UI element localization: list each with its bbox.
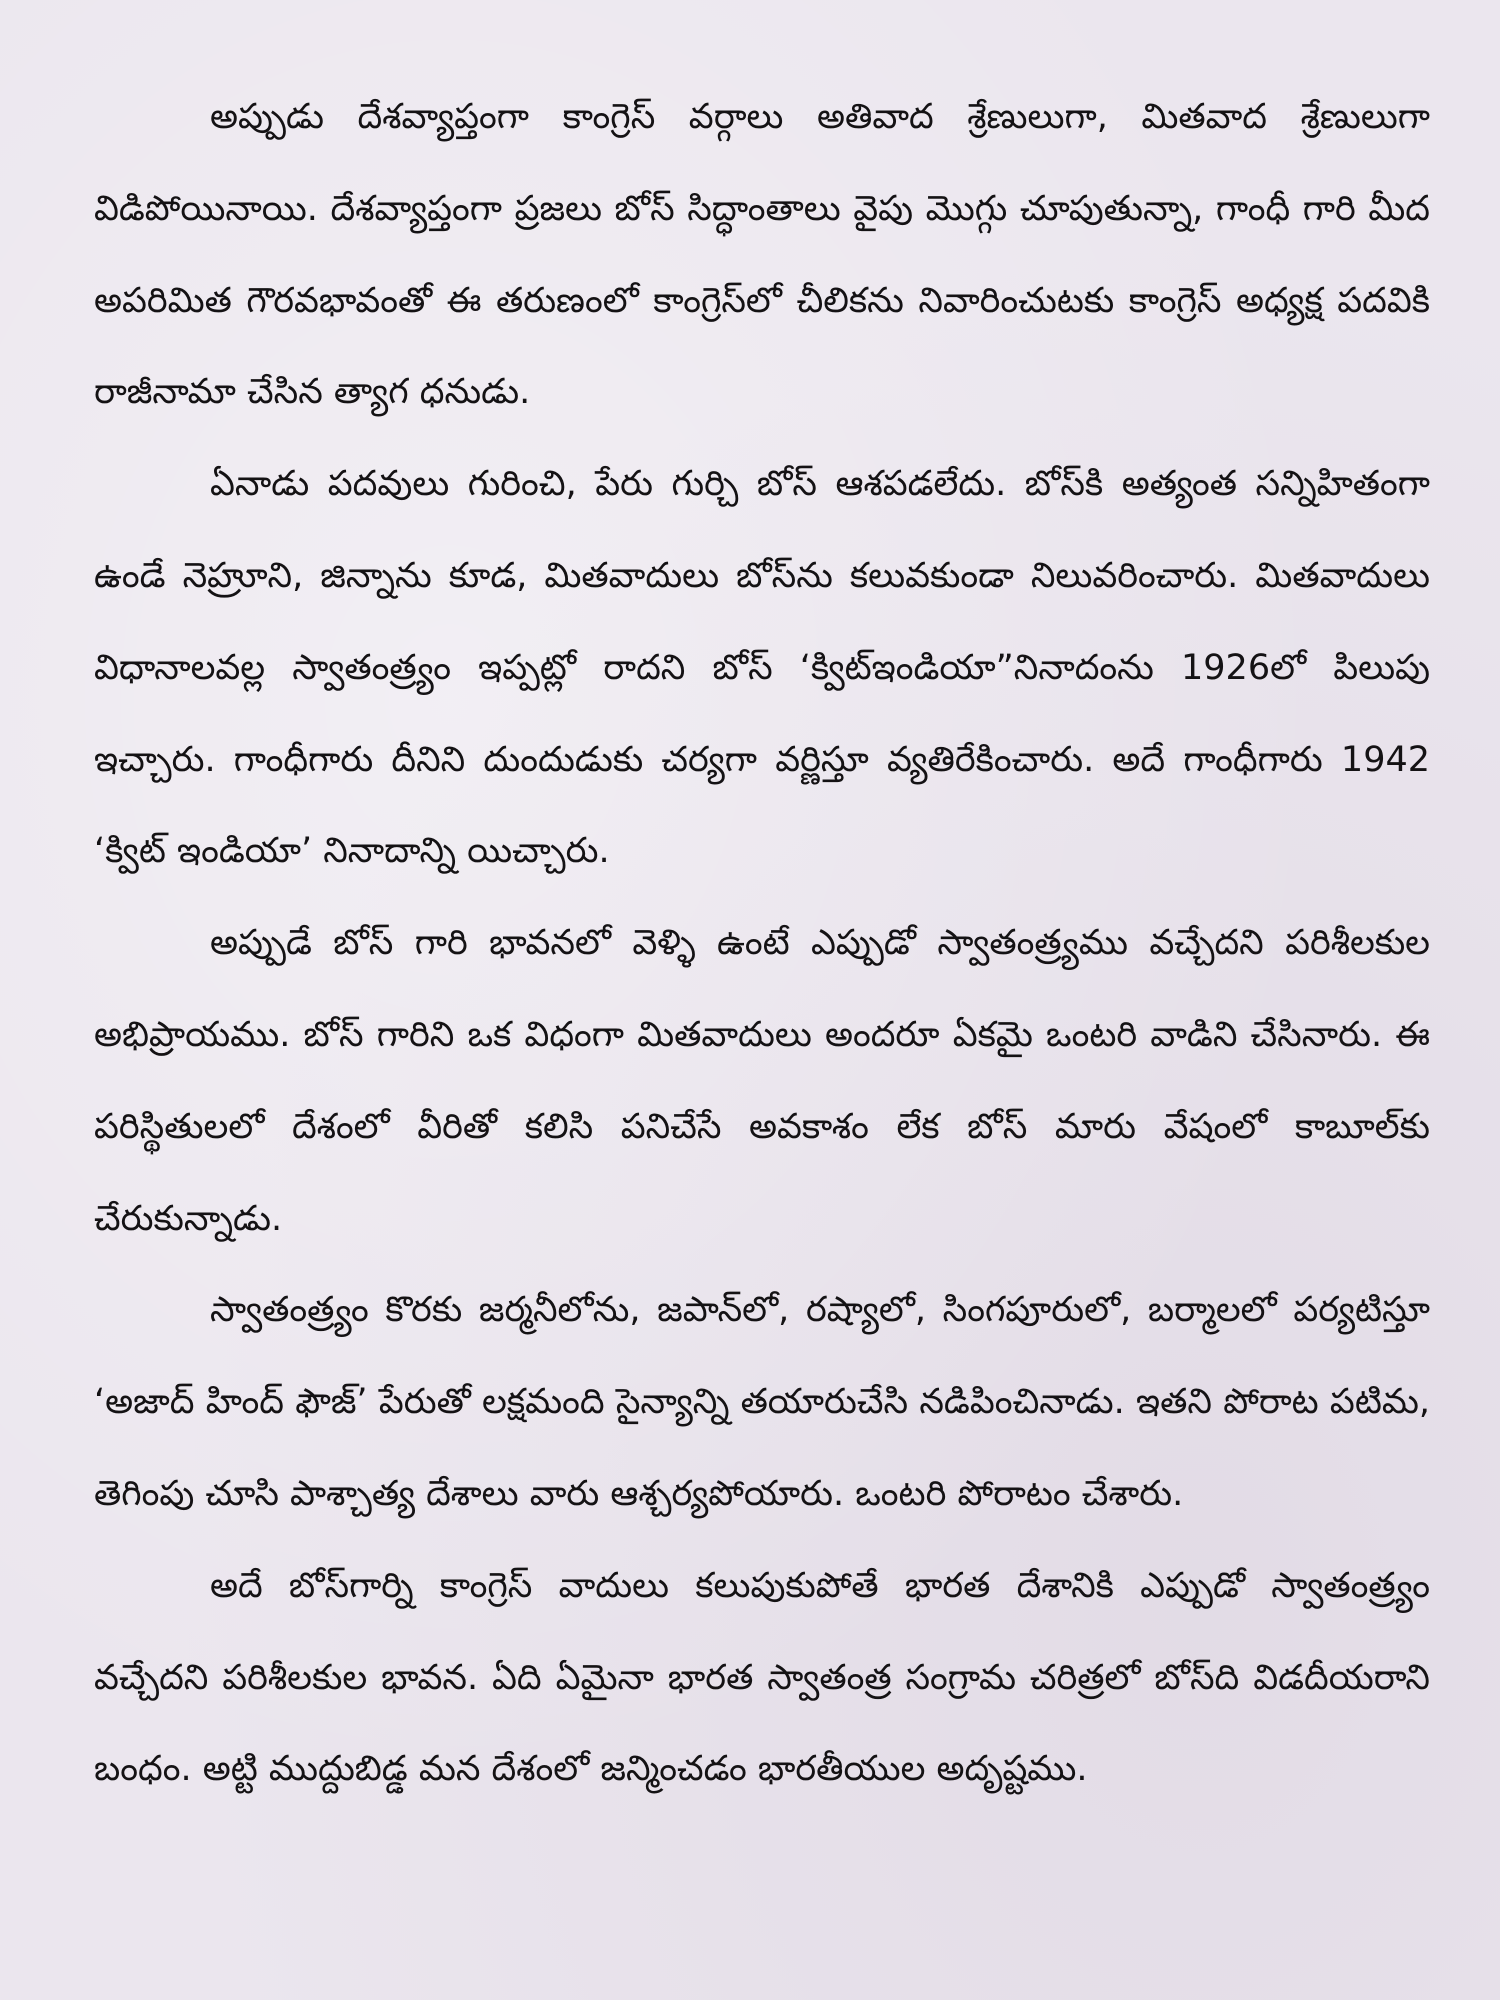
- body-text: [94, 72, 1430, 1816]
- paragraph-4: స్వాతంత్ర్యం కొరకు జర్మనీలోను, జపాన్‌లో, రష్యాలో, సింగపూరులో, బర్మాలలో పర్యటిస్తూ ‘అజాద్ హింద్ ఫౌజ్’ పేరుతో లక్షమంది సైన్యాన్ని తయారుచేసి నడిపించినాడు. ఇతని పోరాట పటిమ, తెగింపు చూసి పాశ్చాత్య దేశాలు వారు ఆశ్చర్యపోయారు. ఒంటరి పోరాటం చేశారు.: [94, 1290, 1430, 1514]
- paragraph-1: అప్పుడు దేశవ్యాప్తంగా కాంగ్రెస్ వర్గాలు అతివాద శ్రేణులుగా, మితవాద శ్రేణులుగా విడిపోయినాయి. దేశవ్యాప్తంగా ప్రజలు బోస్ సిద్ధాంతాలు వైపు మొగ్గు చూపుతున్నా, గాంధీ గారి మీద అపరిమిత గౌరవభావంతో ఈ తరుణంలో కాంగ్రెస్‌లో చీలికను నివారించుటకు కాంగ్రెస్ అధ్యక్ష పదవికి రాజీనామా చేసిన త్యాగ ధనుడు.: [94, 97, 1430, 413]
- paragraph-5: అదే బోస్‌గార్ని కాంగ్రెస్ వాదులు కలుపుకుపోతే భారత దేశానికి ఎప్పుడో స్వాతంత్ర్యం వచ్చేదని పరిశీలకుల భావన. ఏది ఏమైనా భారత స్వాతంత్ర సంగ్రామ చరిత్రలో బోస్‌ది విడదీయరాని బంధం. అట్టి ముద్దుబిడ్డ మన దేశంలో జన్మించడం భారతీయుల అదృష్టము.: [94, 1565, 1430, 1790]
- paragraph-2: ఏనాడు పదవులు గురించి, పేరు గుర్చి బోస్ ఆశపడలేదు. బోస్‌కి అత్యంత సన్నిహితంగా ఉండే నెహ్రూని, జిన్నాను కూడ, మితవాదులు బోస్‌ను కలువకుండా నిలువరించారు. మితవాదులు విధానాలవల్ల స్వాతంత్ర్యం ఇప్పట్లో రాదని బోస్ ‘క్విట్ఇండియా”నినాదంను 1926లో పిలుపు ఇచ్చారు. గాంధీగారు దీనిని దుందుడుకు చర్యగా వర్ణిస్తూ వ్యతిరేకించారు. అదే గాంధీగారు 1942 ‘క్విట్ ఇండియా’ నినాదాన్ని యిచ్చారు.: [94, 464, 1430, 872]
- paragraph-3: అప్పుడే బోస్ గారి భావనలో వెళ్ళి ఉంటే ఎప్పుడో స్వాతంత్ర్యము వచ్చేదని పరిశీలకుల అభిప్రాయము. బోస్ గారిని ఒక విధంగా మితవాదులు అందరూ ఏకమై ఒంటరి వాడిని చేసినారు. ఈ పరిస్థితులలో దేశంలో వీరితో కలిసి పనిచేసే అవకాశం లేక బోస్ మారు వేషంలో కాబూల్‌కు చేరుకున్నాడు.: [94, 923, 1430, 1239]
